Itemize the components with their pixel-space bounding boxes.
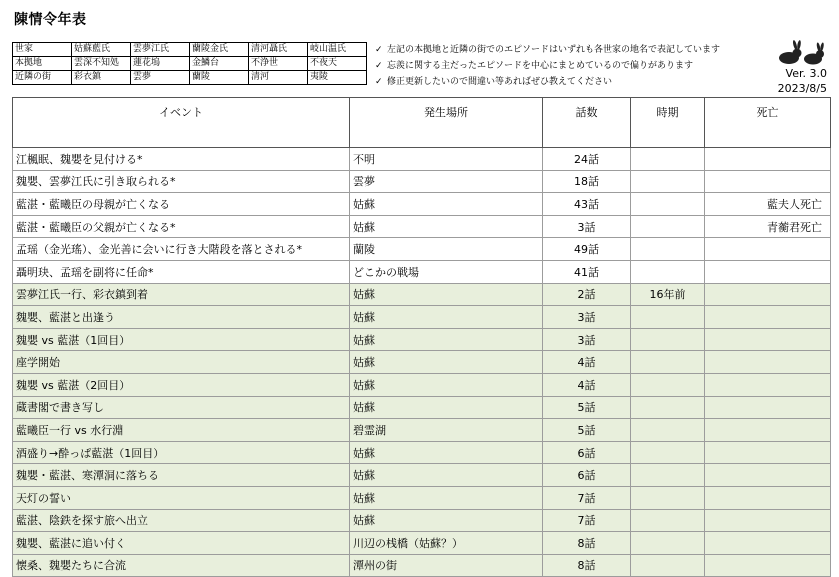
note-item: ✓ 修正更新したいので間違い等あればぜひ教えてください <box>375 74 720 90</box>
event-cell: 藍湛・藍曦臣の父親が亡くなる* <box>13 215 350 238</box>
death-cell <box>705 328 831 351</box>
period-cell: 16年前 <box>631 283 705 306</box>
event-cell: 魏嬰 vs 藍湛（2回目） <box>13 373 350 396</box>
table-row <box>13 283 831 306</box>
episode-cell: 3話 <box>543 328 631 351</box>
period-cell <box>631 419 705 442</box>
clan-cell: 蘭陵 <box>190 71 249 85</box>
table-row <box>13 509 831 532</box>
period-cell <box>631 509 705 532</box>
death-cell <box>705 554 831 577</box>
note-item: ✓ 忘羨に関する主だったエピソードを中心にまとめているので偏りがあります <box>375 58 720 74</box>
header-episode: 話数 <box>543 98 631 148</box>
place-cell: 姑蘇 <box>350 373 543 396</box>
death-cell <box>705 373 831 396</box>
period-cell <box>631 193 705 216</box>
death-cell: 藍夫人死亡 <box>705 193 831 216</box>
clan-cell: 清河 <box>249 71 308 85</box>
table-row <box>13 373 831 396</box>
clan-cell: 雲深不知処 <box>72 57 131 71</box>
period-cell <box>631 238 705 261</box>
episode-cell: 49話 <box>543 238 631 261</box>
death-cell <box>705 238 831 261</box>
episode-cell: 5話 <box>543 419 631 442</box>
place-cell: 川辺の桟橋（姑蘇？） <box>350 532 543 555</box>
death-cell <box>705 396 831 419</box>
table-row <box>13 351 831 374</box>
version-label: Ver. 3.0 <box>785 67 827 80</box>
header-event: イベント <box>13 98 350 148</box>
rabbits-icon <box>775 40 827 66</box>
notes-list <box>375 42 720 90</box>
episode-cell: 2話 <box>543 283 631 306</box>
period-cell <box>631 328 705 351</box>
clan-cell: 不浄世 <box>249 57 308 71</box>
header-place: 発生場所 <box>350 98 543 148</box>
clan-table <box>12 42 367 85</box>
episode-cell: 4話 <box>543 351 631 374</box>
period-cell <box>631 441 705 464</box>
event-cell: 聶明玦、孟瑶を副将に任命* <box>13 260 350 283</box>
episode-cell: 8話 <box>543 532 631 555</box>
event-cell: 藍湛・藍曦臣の母親が亡くなる <box>13 193 350 216</box>
episode-cell: 3話 <box>543 306 631 329</box>
period-cell <box>631 306 705 329</box>
timeline-table <box>12 97 831 577</box>
clan-row-label: 本拠地 <box>13 57 72 71</box>
death-cell <box>705 486 831 509</box>
header-period: 時期 <box>631 98 705 148</box>
death-cell <box>705 306 831 329</box>
event-cell: 座学開始 <box>13 351 350 374</box>
clan-row-label: 近隣の街 <box>13 71 72 85</box>
event-cell: 江楓眠、魏嬰を見付ける* <box>13 148 350 171</box>
episode-cell: 4話 <box>543 373 631 396</box>
table-row <box>13 306 831 329</box>
episode-cell: 8話 <box>543 554 631 577</box>
death-cell <box>705 509 831 532</box>
clan-cell: 岐山温氏 <box>308 43 367 57</box>
period-cell <box>631 373 705 396</box>
event-cell: 魏嬰 vs 藍湛（1回目） <box>13 328 350 351</box>
period-cell <box>631 464 705 487</box>
place-cell: 姑蘇 <box>350 351 543 374</box>
episode-cell: 24話 <box>543 148 631 171</box>
event-cell: 魏嬰、藍湛に追い付く <box>13 532 350 555</box>
date-label: 2023/8/5 <box>777 82 827 95</box>
event-cell: 懐桑、魏嬰たちに合流 <box>13 554 350 577</box>
death-cell <box>705 283 831 306</box>
place-cell: 碧霊湖 <box>350 419 543 442</box>
page-title: 陳情令年表 <box>14 12 87 28</box>
episode-cell: 7話 <box>543 509 631 532</box>
death-cell <box>705 419 831 442</box>
period-cell <box>631 554 705 577</box>
place-cell: 不明 <box>350 148 543 171</box>
table-row <box>13 419 831 442</box>
clan-cell: 金鱗台 <box>190 57 249 71</box>
place-cell: 雲夢 <box>350 170 543 193</box>
clan-cell: 蘭陵金氏 <box>190 43 249 57</box>
death-cell: 青蘅君死亡 <box>705 215 831 238</box>
clan-cell: 姑蘇藍氏 <box>72 43 131 57</box>
table-row <box>13 260 831 283</box>
episode-cell: 3話 <box>543 215 631 238</box>
death-cell <box>705 441 831 464</box>
episode-cell: 5話 <box>543 396 631 419</box>
note-item: ✓ 左記の本拠地と近隣の街でのエピソードはいずれも各世家の地名で表記しています <box>375 42 720 58</box>
check-icon: ✓ <box>375 77 383 87</box>
clan-row <box>13 71 367 85</box>
event-cell: 魏嬰・藍湛、寒潭洞に落ちる <box>13 464 350 487</box>
episode-cell: 41話 <box>543 260 631 283</box>
clan-cell: 雲夢 <box>131 71 190 85</box>
clan-cell: 清河聶氏 <box>249 43 308 57</box>
period-cell <box>631 396 705 419</box>
table-row <box>13 486 831 509</box>
place-cell: 潭州の街 <box>350 554 543 577</box>
table-row <box>13 554 831 577</box>
table-row <box>13 328 831 351</box>
episode-cell: 43話 <box>543 193 631 216</box>
period-cell <box>631 148 705 171</box>
death-cell <box>705 351 831 374</box>
death-cell <box>705 532 831 555</box>
event-cell: 天灯の誓い <box>13 486 350 509</box>
table-row <box>13 215 831 238</box>
place-cell: 姑蘇 <box>350 328 543 351</box>
episode-cell: 18話 <box>543 170 631 193</box>
clan-cell: 雲夢江氏 <box>131 43 190 57</box>
clan-cell: 夷陵 <box>308 71 367 85</box>
place-cell: 姑蘇 <box>350 396 543 419</box>
clan-row-label: 世家 <box>13 43 72 57</box>
table-row <box>13 464 831 487</box>
death-cell <box>705 260 831 283</box>
death-cell <box>705 464 831 487</box>
episode-cell: 6話 <box>543 441 631 464</box>
clan-row <box>13 43 367 57</box>
period-cell <box>631 486 705 509</box>
place-cell: 姑蘇 <box>350 509 543 532</box>
period-cell <box>631 215 705 238</box>
period-cell <box>631 351 705 374</box>
event-cell: 魏嬰、藍湛と出逢う <box>13 306 350 329</box>
table-row <box>13 148 831 171</box>
table-row <box>13 396 831 419</box>
event-cell: 藍曦臣一行 vs 水行淵 <box>13 419 350 442</box>
place-cell: 蘭陵 <box>350 238 543 261</box>
place-cell: 姑蘇 <box>350 193 543 216</box>
place-cell: どこかの戦場 <box>350 260 543 283</box>
event-cell: 酒盛り→酔っぱ藍湛（1回目） <box>13 441 350 464</box>
place-cell: 姑蘇 <box>350 215 543 238</box>
clan-row <box>13 57 367 71</box>
place-cell: 姑蘇 <box>350 306 543 329</box>
table-row <box>13 441 831 464</box>
table-row <box>13 238 831 261</box>
event-cell: 魏嬰、雲夢江氏に引き取られる* <box>13 170 350 193</box>
place-cell: 姑蘇 <box>350 486 543 509</box>
period-cell <box>631 532 705 555</box>
table-row <box>13 193 831 216</box>
event-cell: 藍湛、陰鉄を探す旅へ出立 <box>13 509 350 532</box>
header-death: 死亡 <box>705 98 831 148</box>
place-cell: 姑蘇 <box>350 441 543 464</box>
episode-cell: 7話 <box>543 486 631 509</box>
clan-cell: 彩衣鎮 <box>72 71 131 85</box>
event-cell: 雲夢江氏一行、彩衣鎮到着 <box>13 283 350 306</box>
clan-cell: 蓮花塢 <box>131 57 190 71</box>
check-icon: ✓ <box>375 45 383 55</box>
clan-cell: 不夜天 <box>308 57 367 71</box>
death-cell <box>705 148 831 171</box>
check-icon: ✓ <box>375 61 383 71</box>
period-cell <box>631 170 705 193</box>
table-row <box>13 170 831 193</box>
place-cell: 姑蘇 <box>350 283 543 306</box>
event-cell: 蔵書閣で書き写し <box>13 396 350 419</box>
event-cell: 孟瑶（金光瑤）、金光善に会いに行き大階段を落とされる* <box>13 238 350 261</box>
place-cell: 姑蘇 <box>350 464 543 487</box>
period-cell <box>631 260 705 283</box>
episode-cell: 6話 <box>543 464 631 487</box>
table-row <box>13 532 831 555</box>
death-cell <box>705 170 831 193</box>
